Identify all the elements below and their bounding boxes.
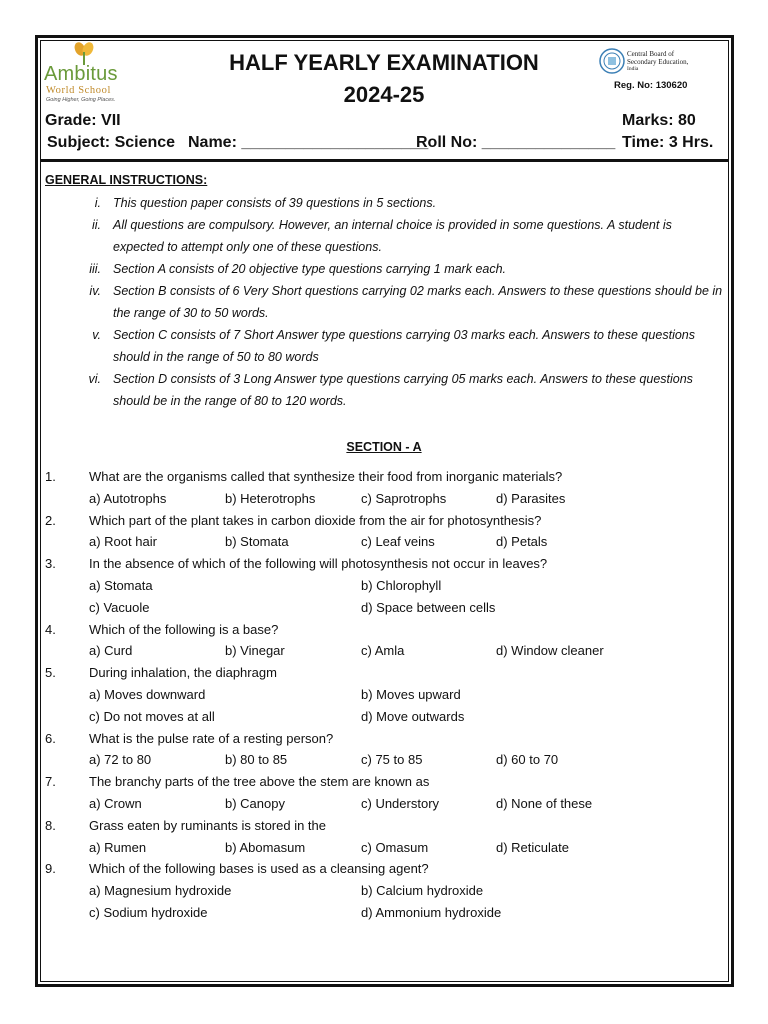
question-text: Which of the following bases is used as a cleansing agent? [89, 861, 429, 877]
instruction-item: iii. Section A consists of 20 objective type questions carrying 1 mark each. [89, 262, 507, 276]
board-name: Central Board of Secondary Education, India [627, 50, 689, 72]
question-text: What is the pulse rate of a resting person? [89, 730, 334, 746]
question-text: Which part of the plant takes in carbon dioxide from the air for photosynthesis? [89, 512, 542, 528]
answer-option: c) 75 to 85 [361, 752, 423, 768]
answer-option: b) Calcium hydroxide [361, 883, 484, 899]
exam-title: HALF YEARLY EXAMINATION [229, 50, 539, 75]
question-number: 2. [45, 512, 56, 528]
answer-option: a) Rumen [89, 839, 147, 855]
time-label: Time: 3 Hrs. [622, 134, 714, 151]
answer-option: d) Petals [496, 534, 548, 550]
answer-option: d) Ammonium hydroxide [361, 905, 502, 920]
answer-option: d) Window cleaner [496, 643, 604, 659]
answer-option: b) Chlorophyll [361, 578, 442, 593]
marks-label: Marks: 80 [622, 112, 696, 129]
answer-option: c) Do not moves at all [89, 708, 215, 724]
subject-label: Subject: Science [47, 134, 176, 151]
answer-option: a) Stomata [89, 578, 153, 593]
instructions-list [45, 192, 725, 412]
answer-option: c) Understory [361, 796, 440, 811]
section-a-title: SECTION - A [346, 440, 422, 454]
answer-option: a) Moves downward [89, 687, 206, 702]
answer-option: b) 80 to 85 [225, 752, 288, 768]
header-divider [40, 159, 729, 162]
answer-option: b) Heterotrophs [225, 490, 316, 506]
answer-option: c) Omasum [361, 839, 429, 855]
answer-option: c) Leaf veins [361, 534, 435, 550]
answer-option: b) Abomasum [225, 839, 306, 855]
question-text: Grass eaten by ruminants is stored in the [89, 817, 327, 833]
question-number: 9. [45, 861, 56, 877]
answer-option: b) Canopy [225, 796, 285, 811]
registration-number: Reg. No: 130620 [614, 80, 688, 91]
answer-option: b) Moves upward [361, 687, 461, 702]
answer-option: a) 72 to 80 [89, 752, 152, 768]
answer-option: b) Stomata [225, 534, 289, 550]
answer-option: c) Amla [361, 643, 405, 659]
logo-subtitle: World School [46, 85, 111, 96]
answer-option: a) Autotrophs [89, 490, 167, 506]
question-text: In the absence of which of the following will photosynthesis not occur in leaves? [89, 556, 548, 572]
name-field: Name: _____________________ [188, 134, 429, 151]
instruction-item: v. Section C consists of 7 Short Answer type questions carrying 03 marks each. Answers to these questions should in the range of 50 to 80 words [92, 328, 695, 364]
roll-number-field: Roll No: _______________ [416, 134, 616, 151]
instruction-item: i. This question paper consists of 39 questions in 5 sections. [94, 196, 437, 210]
answer-option: b) Vinegar [225, 643, 285, 659]
answer-option: a) Crown [89, 796, 142, 811]
question-text: The branchy parts of the tree above the stem are known as [89, 774, 430, 790]
question-number: 8. [45, 817, 56, 833]
answer-option: d) Space between cells [361, 599, 496, 615]
answer-option: d) Parasites [496, 490, 566, 506]
instructions-heading: GENERAL INSTRUCTIONS: [45, 173, 208, 187]
answer-option: c) Sodium hydroxide [89, 905, 208, 920]
answer-option: a) Root hair [89, 534, 157, 550]
grade-label: Grade: VII [45, 112, 121, 129]
logo-name: Ambitus [44, 63, 118, 85]
instruction-item: ii. All questions are compulsory. However, an internal choice is provided in some questions. A student is expected to attempt only one of these questions. [91, 218, 672, 254]
answer-option: a) Magnesium hydroxide [89, 883, 232, 899]
question-number: 7. [45, 774, 56, 790]
instruction-item: vi. Section D consists of 3 Long Answer type questions carrying 05 marks each. Answers to these questions should be in the range of 80 to 120 words. [88, 372, 693, 408]
question-number: 6. [45, 730, 56, 746]
question-text: During inhalation, the diaphragm [89, 665, 277, 681]
answer-option: d) None of these [496, 796, 593, 811]
question-number: 1. [45, 469, 56, 484]
question-text: What are the organisms called that synthesize their food from inorganic materials? [89, 469, 563, 484]
answer-option: d) 60 to 70 [496, 752, 559, 768]
answer-option: a) Curd [89, 643, 133, 659]
answer-option: c) Vacuole [89, 599, 150, 615]
question-number: 5. [45, 665, 56, 681]
answer-option: c) Saprotrophs [361, 490, 447, 506]
instruction-item: iv. Section B consists of 6 Very Short questions carrying 02 marks each. Answers to these questions should be in the range of 30 to 50 words. [89, 284, 723, 320]
question-number: 4. [45, 621, 56, 637]
question-number: 3. [45, 556, 56, 572]
answer-option: d) Move outwards [361, 708, 465, 724]
exam-year: 2024-25 [343, 82, 425, 107]
question-text: Which of the following is a base? [89, 621, 279, 637]
logo-tagline: Going Higher, Going Places. [46, 97, 116, 103]
cbse-emblem-icon [599, 48, 625, 74]
answer-option: d) Reticulate [496, 839, 569, 855]
